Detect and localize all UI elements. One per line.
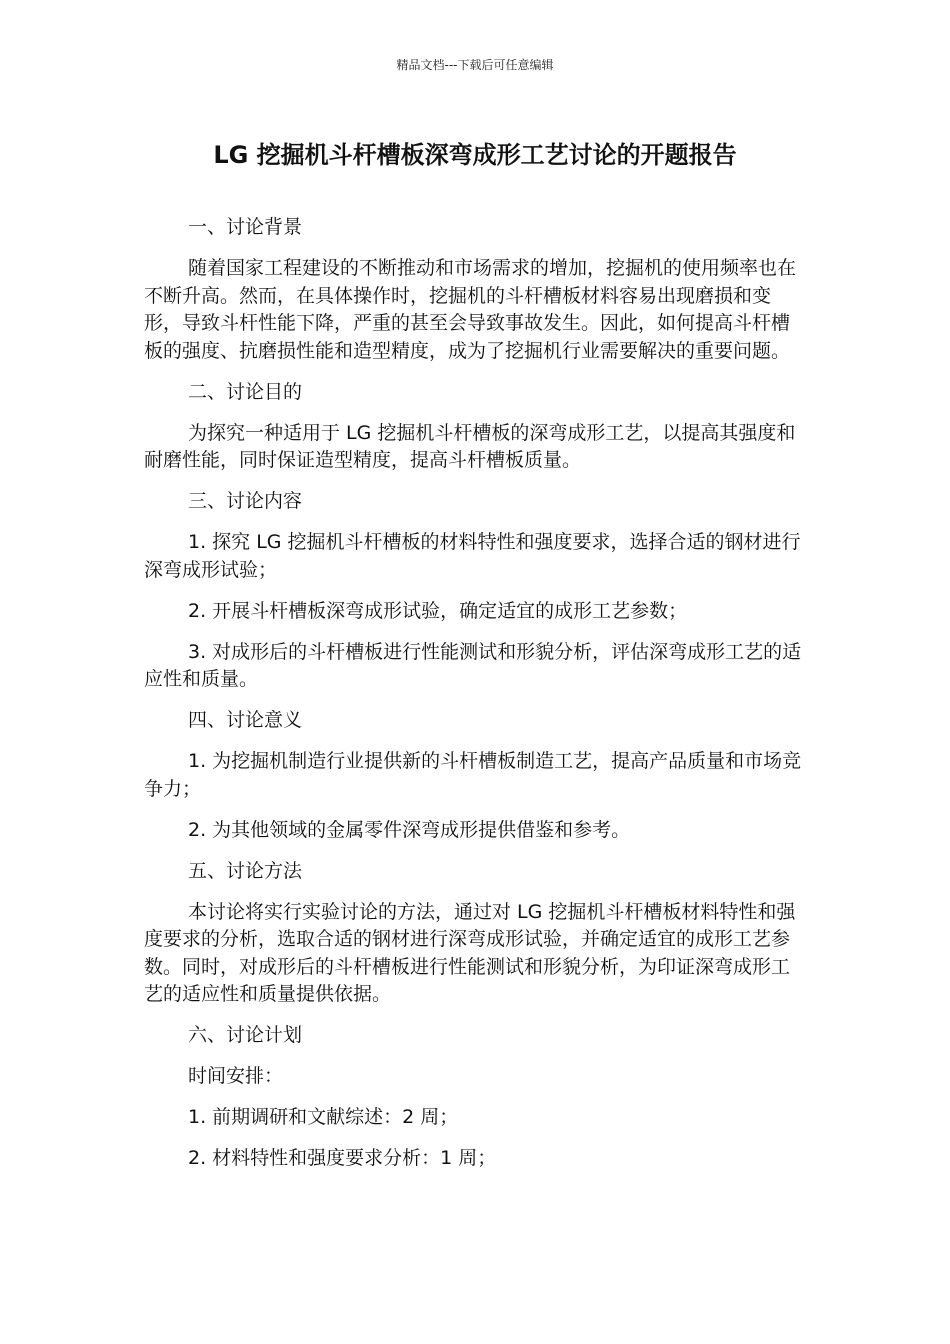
- section-paragraph: 本讨论将实行实验讨论的方法，通过对 LG 挖掘机斗杆槽板材料特性和强度要求的分析，选取合适的钢材进行深弯成形试验，并确定适宜的成形工艺参数。同时，对成形后的斗杆槽板进行性能测试和形貌分析，为印证深弯成形工艺的适应性和质量提供依据。: [144, 900, 796, 1005]
- section-list-item: 3. 对成形后的斗杆槽板进行性能测试和形貌分析，评估深弯成形工艺的适应性和质量。: [144, 640, 802, 690]
- section-heading-method: 五、讨论方法: [188, 859, 303, 882]
- section-paragraph: 随着国家工程建设的不断推动和市场需求的增加，挖掘机的使用频率也在不断升高。然而，在具体操作时，挖掘机的斗杆槽板材料容易出现磨损和变形，导致斗杆性能下降，严重的甚至会导致事故发生。因此，如何提高斗杆槽板的强度、抗磨损性能和造型精度，成为了挖掘机行业需要解决的重要问题。: [144, 257, 797, 362]
- section-paragraph: 时间安排：: [188, 1065, 284, 1087]
- section-heading-significance: 四、讨论意义: [188, 709, 303, 731]
- section-heading-content: 三、讨论内容: [188, 490, 303, 512]
- section-heading-purpose: 二、讨论目的: [188, 380, 303, 403]
- page-header-note: 精品文档---下载后可任意编辑: [396, 58, 554, 72]
- section-list-item: 1. 探究 LG 挖掘机斗杆槽板的材料特性和强度要求，选择合适的钢材进行深弯成形试验；: [144, 531, 801, 581]
- section-paragraph: 为探究一种适用于 LG 挖掘机斗杆槽板的深弯成形工艺，以提高其强度和耐磨性能，同时保证造型精度，提高斗杆槽板质量。: [144, 421, 796, 471]
- section-list-item: 2. 开展斗杆槽板深弯成形试验，确定适宜的成形工艺参数；: [188, 599, 688, 622]
- section-heading-background: 一、讨论背景: [188, 216, 303, 238]
- document-body: [144, 214, 808, 1186]
- section-list-item: 1. 为挖掘机制造行业提供新的斗杆槽板制造工艺，提高产品质量和市场竞争力；: [144, 750, 802, 800]
- section-list-item: 2. 为其他领域的金属零件深弯成形提供借鉴和参考。: [188, 818, 631, 841]
- section-list-item: 2. 材料特性和强度要求分析：1 周；: [188, 1147, 497, 1169]
- section-list-item: 1. 前期调研和文献综述：2 周；: [188, 1106, 459, 1128]
- section-heading-plan: 六、讨论计划: [188, 1024, 303, 1046]
- document-title: LG 挖掘机斗杆槽板深弯成形工艺讨论的开题报告: [213, 141, 737, 169]
